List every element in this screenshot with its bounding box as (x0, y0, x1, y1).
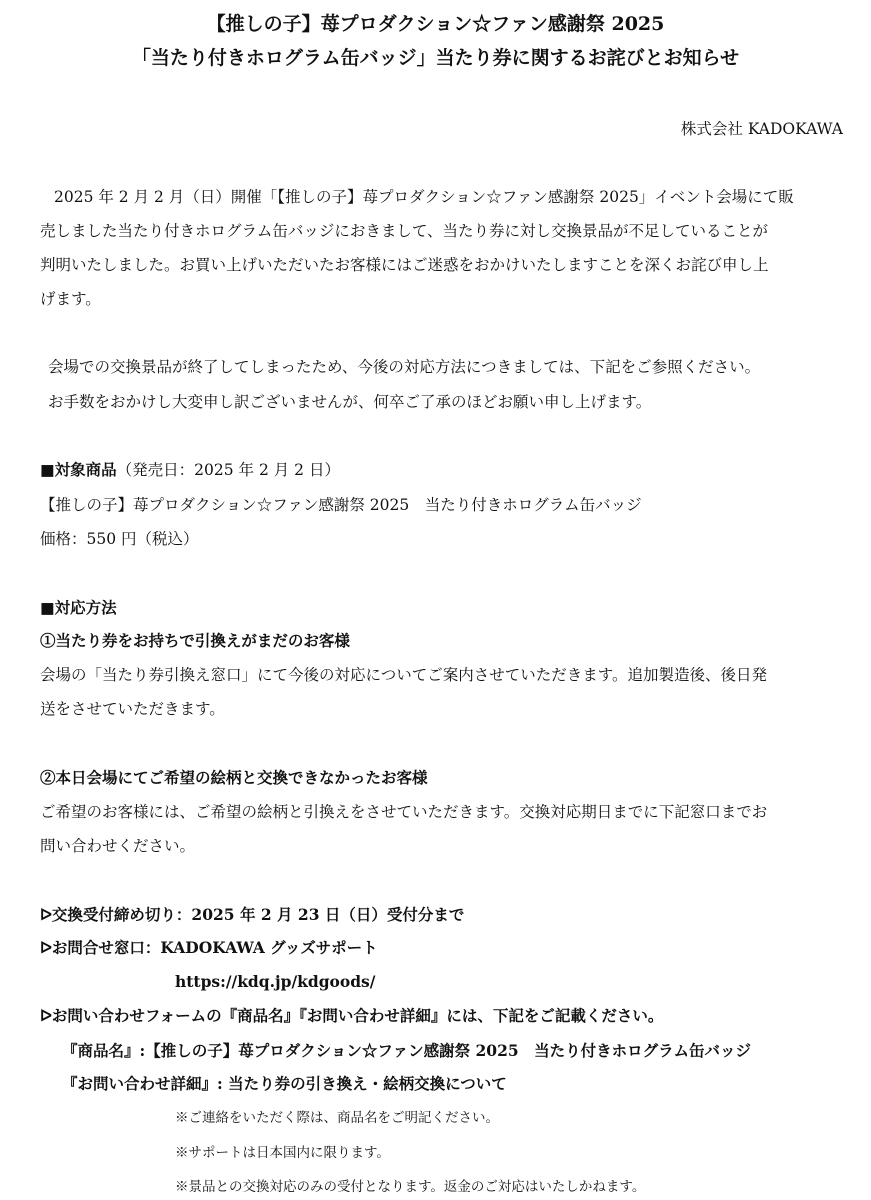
product-name: 【推しの子】苺プロダクション☆ファン感謝祭 2025 当たり付きホログラム缶バッジ (40, 496, 642, 514)
note-3: ※景品との交換対応のみの受付となります。返金のご対応はいたしかねます。 (175, 1179, 646, 1195)
note-2: ※サポートは日本国内に限ります。 (175, 1145, 390, 1161)
response-heading: ■対応方法 (40, 598, 117, 617)
contact-window: ᐅお問合せ窓口：KADOKAWA グッズサポート (40, 938, 378, 957)
case1-line-2: 送をさせていただきます。 (40, 700, 225, 718)
product-field-text: 『商品名』:【推しの子】苺プロダクション☆ファン感謝祭 2025 当たり付きホログラム缶バッジ (62, 1041, 751, 1060)
case2-title: ②本日会場にてご希望の絵柄と交換できなかったお客様 (40, 768, 428, 787)
detail-field-text: 『お問い合わせ詳細』: 当たり券の引き換え・絵柄交換について (62, 1074, 507, 1093)
support-url[interactable]: https://kdq.jp/kdgoods/ (175, 972, 376, 991)
case2-line-1: ご希望のお客様には、ご希望の絵柄と引換えをさせていただきます。交換対応期日までに下記窓口までお (40, 803, 768, 821)
intro-p1-line-4: げます。 (40, 290, 101, 308)
case1-title: ①当たり券をお持ちで引換えがまだのお客様 (40, 631, 350, 650)
intro-p1-line-1: 2025 年 2 月 2 月（日）開催「【推しの子】苺プロダクション☆ファン感謝祭 2025」イベント会場にて販 (54, 188, 794, 206)
case2-line-2: 問い合わせください。 (40, 837, 196, 855)
intro-p1-line-3: 判明いたしました。お買い上げいただいたお客様にはご迷惑をおかけいたしますことを深くお詫び申し上 (40, 256, 769, 274)
title-line-2: 「当たり付きホログラム缶バッジ」当たり券に関するお詫びとお知らせ (131, 47, 740, 69)
note-1: ※ご連絡をいただく際は、商品名をご明記ください。 (175, 1110, 499, 1126)
deadline: ᐅ交換受付締め切り：2025 年 2 月 23 日（日）受付分まで (40, 905, 465, 924)
product-heading-line (40, 460, 340, 480)
product-price: 価格：550 円（税込） (40, 530, 199, 548)
title-line-1: 【推しの子】苺プロダクション☆ファン感謝祭 2025 (206, 13, 665, 35)
case1-line-1: 会場の「当たり券引換え窓口」にて今後の対応についてご案内させていただきます。追加製造後、後日発 (40, 666, 767, 684)
product-release-date: （発売日：2025 年 2 月 2 日） (116, 461, 340, 479)
product-heading: ■対象商品 (40, 460, 117, 479)
intro-p1-line-2: 売しました当たり付きホログラム缶バッジにおきまして、当たり券に対し交換景品が不足していることが (40, 222, 769, 240)
company-name: 株式会社 KADOKAWA (680, 120, 843, 138)
intro-p2-line-2: お手数をおかけし大変申し訳ございませんが、何卒ご了承のほどお願い申し上げます。 (48, 393, 652, 411)
intro-p2-line-1: 会場での交換景品が終了してしまったため、今後の対応方法につきましては、下記をご参照ください。 (48, 358, 761, 376)
form-instruction: ᐅお問い合わせフォームの『商品名』『お問い合わせ詳細』には、下記をご記載ください。 (40, 1006, 664, 1025)
